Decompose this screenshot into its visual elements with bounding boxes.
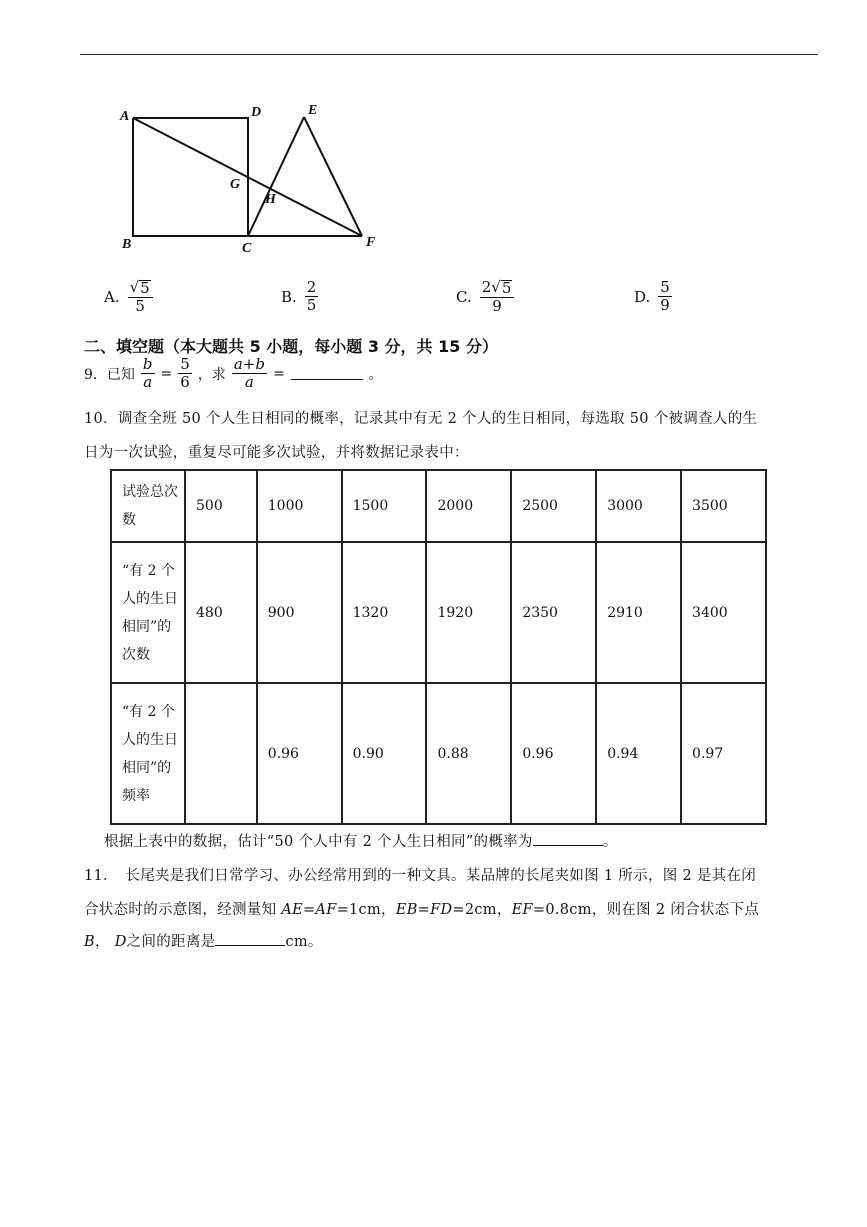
q11-line-1: 11． 长尾夹是我们日常学习、办公经常用到的一种文具。某品牌的长尾夹如图 1 所示，图 2 是其在闭 — [84, 868, 757, 884]
q10-after — [104, 828, 834, 856]
table-cell: 2350 — [511, 542, 596, 683]
q9-fraction-5-6: $\frac{5}{6}$ — [180, 355, 190, 391]
option-c[interactable] — [456, 280, 514, 315]
option-a[interactable] — [104, 280, 153, 315]
row-header: “有 2 个人的生日相同”的次数 — [111, 542, 185, 683]
geometry-figure — [110, 98, 390, 263]
q11-line-3: B， D之间的距离是 cm。 — [84, 934, 323, 950]
table-cell: 0.97 — [681, 683, 766, 824]
option-letter: B. — [281, 287, 297, 306]
square-triangle-diagram — [110, 98, 390, 263]
table-cell: 0.88 — [426, 683, 511, 824]
q9-prefix: 9．已知 — [84, 366, 135, 383]
table-cell: 1500 — [342, 470, 427, 542]
birthday-data-table — [110, 469, 767, 825]
q9-answer-blank[interactable] — [291, 367, 363, 380]
option-letter: D. — [634, 287, 651, 306]
label-d: D — [251, 105, 262, 120]
q9-fraction-apb-over-a: $\frac{a+b}{a}$ — [233, 355, 265, 391]
table-cell: 0.96 — [511, 683, 596, 824]
label-h: H — [265, 192, 276, 207]
option-letter: A. — [104, 288, 120, 307]
option-fraction: √ 5 5 — [128, 280, 153, 315]
table-cell: 2500 — [511, 470, 596, 542]
q9-fraction-b-over-a: $\frac{b}{a}$ — [142, 355, 153, 391]
table-cell: 3400 — [681, 542, 766, 683]
table-cell: 0.96 — [257, 683, 342, 824]
label-f: F — [366, 235, 376, 250]
question-9 — [84, 357, 383, 391]
label-e: E — [308, 103, 318, 118]
segment-ce — [248, 117, 304, 236]
label-b: B — [122, 237, 132, 252]
table-cell: 3500 — [681, 470, 766, 542]
table-cell: 900 — [257, 542, 342, 683]
table-cell: 1320 — [342, 542, 427, 683]
label-g: G — [230, 177, 241, 192]
segment-ef — [304, 117, 362, 236]
label-a: A — [120, 109, 130, 124]
option-letter: C. — [456, 288, 472, 307]
section-heading: 二、填空题（本大题共 5 小题，每小题 3 分，共 15 分） — [84, 337, 498, 356]
header-rule — [80, 54, 818, 55]
q11-answer-blank[interactable] — [215, 933, 285, 946]
table-row-trials — [111, 470, 766, 542]
table-cell: 2000 — [426, 470, 511, 542]
table-cell: 1000 — [257, 470, 342, 542]
q10-after-end: 。 — [602, 834, 618, 850]
option-b[interactable] — [281, 280, 318, 314]
option-d[interactable] — [634, 280, 672, 314]
table-cell: 3000 — [596, 470, 681, 542]
row-header: 试验总次数 — [111, 470, 185, 542]
q9-end: 。 — [368, 366, 383, 383]
q10-line-1: 10．调查全班 50 个人生日相同的概率，记录其中有无 2 个人的生日相同，每选取 50 个被调查人的生 — [84, 411, 758, 427]
option-fraction: $\frac{5}{9}$ — [660, 278, 670, 314]
option-fraction: $\frac{2}{5}$ — [306, 278, 317, 314]
q10-after-text: 根据上表中的数据，估计“50 个人中有 2 个人生日相同”的概率为 — [104, 834, 533, 850]
table-cell: 1920 — [426, 542, 511, 683]
row-header: “有 2 个人的生日相同”的频率 — [111, 683, 185, 824]
label-c: C — [242, 241, 252, 256]
table-cell: 0.90 — [342, 683, 427, 824]
q9-equals: = — [160, 365, 173, 382]
table-cell: 500 — [185, 470, 257, 542]
q9-equals-2: = — [272, 365, 285, 382]
table-cell: 0.94 — [596, 683, 681, 824]
table-cell: 2910 — [596, 542, 681, 683]
table-cell-blank[interactable] — [185, 683, 257, 824]
table-cell: 480 — [185, 542, 257, 683]
q11-line-2: 合状态时的示意图，经测量知 AE=AF=1cm，EB=FD=2cm，EF=0.8cm，则在图 2 闭合状态下点 — [84, 902, 760, 918]
q9-mid: ，求 — [197, 366, 226, 383]
q10-line-2: 日为一次试验，重复尽可能多次试验，并将数据记录表中： — [84, 445, 469, 461]
table-row-freqs — [111, 683, 766, 824]
table-row-counts — [111, 542, 766, 683]
q10-answer-blank[interactable] — [533, 833, 603, 846]
option-fraction: 2 √ 5 9 — [480, 280, 515, 315]
